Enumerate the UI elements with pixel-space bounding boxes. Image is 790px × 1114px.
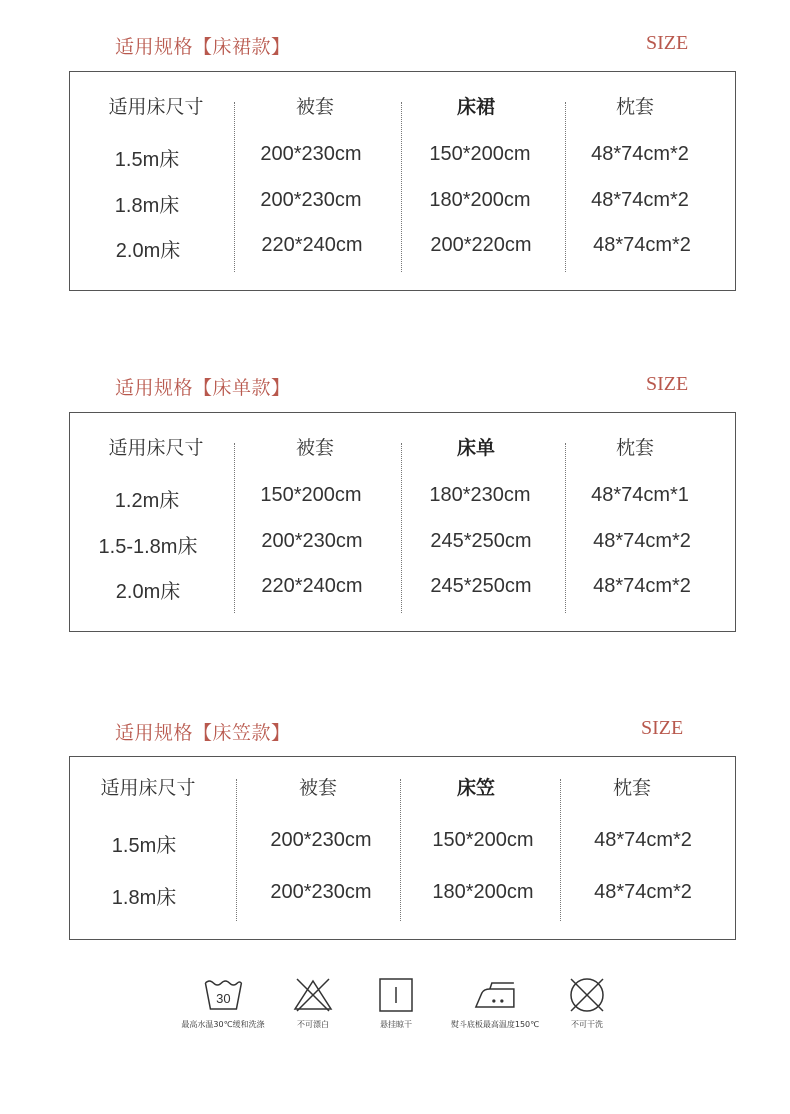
header-bed-size: 适用床尺寸 [108,96,204,118]
table-cell: 1.2m床 [114,490,180,512]
table-cell: 180*200cm [432,881,534,903]
table-cell: 200*230cm [270,829,372,851]
table-cell: 180*200cm [429,189,531,211]
no-bleach-icon [291,975,335,1015]
table-cell: 1.5m床 [114,149,180,171]
no-dry-clean-icon [565,975,609,1015]
table-cell: 48*74cm*2 [591,189,689,211]
care-no-dry-clean [565,975,609,1030]
table-cell: 1.5-1.8m床 [98,536,198,558]
header-duvet-cover: 被套 [295,437,335,459]
care-hang-dry [374,975,418,1030]
section-1-size-label: SIZE [646,32,689,54]
header-pillowcase: 枕套 [615,96,655,118]
table-cell: 200*230cm [260,189,362,211]
header-bed-size: 适用床尺寸 [108,437,204,459]
section-3-title: 适用规格【床笠款】 [115,722,291,744]
table-cell: 220*240cm [261,575,363,597]
hang-dry-icon [374,975,418,1015]
table-cell: 1.5m床 [111,835,177,857]
care-label: 最高水温30℃缓和洗涤 [181,1020,265,1029]
care-label: 不可干洗 [571,1020,603,1029]
table-cell: 2.0m床 [115,581,181,603]
table-cell: 48*74cm*2 [593,575,691,597]
table-cell: 48*74cm*2 [594,881,692,903]
table-cell: 200*230cm [261,530,363,552]
header-flat-sheet: 床单 [456,437,496,459]
header-pillowcase: 枕套 [615,437,655,459]
section-2-size-label: SIZE [646,373,689,395]
header-duvet-cover: 被套 [295,96,335,118]
header-fitted-sheet: 床笠 [456,777,496,799]
size-table-bed-skirt [69,71,736,291]
table-cell: 200*220cm [430,234,532,256]
table-cell: 48*74cm*2 [593,530,691,552]
size-table-flat-sheet [69,412,736,632]
care-wash-30 [181,975,264,1030]
iron-medium-icon [451,975,539,1015]
table-cell: 48*74cm*2 [593,234,691,256]
header-bed-size: 适用床尺寸 [100,777,196,799]
wash-30-icon [181,975,264,1015]
care-label: 熨斗底板最高温度150℃ [450,1020,540,1029]
table-cell: 220*240cm [261,234,363,256]
table-cell: 1.8m床 [111,887,177,909]
care-no-bleach [291,975,335,1030]
table-cell: 200*230cm [270,881,372,903]
size-table-fitted-sheet [69,756,736,940]
table-cell: 150*200cm [429,143,531,165]
table-cell: 1.8m床 [114,195,180,217]
section-1-title: 适用规格【床裙款】 [115,36,291,58]
table-cell: 245*250cm [430,575,532,597]
care-label: 不可漂白 [297,1020,329,1029]
table-cell: 150*200cm [432,829,534,851]
header-pillowcase: 枕套 [612,777,652,799]
table-cell: 200*230cm [260,143,362,165]
care-instructions [0,975,790,1055]
table-cell: 150*200cm [260,484,362,506]
care-iron [451,975,539,1030]
header-duvet-cover: 被套 [298,777,338,799]
table-cell: 180*230cm [429,484,531,506]
section-2-title: 适用规格【床单款】 [115,377,291,399]
table-cell: 2.0m床 [115,240,181,262]
section-3-size-label: SIZE [641,717,684,739]
care-label: 悬挂晾干 [380,1020,412,1029]
wash-temp-text: 30 [215,991,231,1006]
table-cell: 48*74cm*1 [591,484,689,506]
header-bed-skirt: 床裙 [456,96,496,118]
table-cell: 48*74cm*2 [591,143,689,165]
table-cell: 245*250cm [430,530,532,552]
table-cell: 48*74cm*2 [594,829,692,851]
